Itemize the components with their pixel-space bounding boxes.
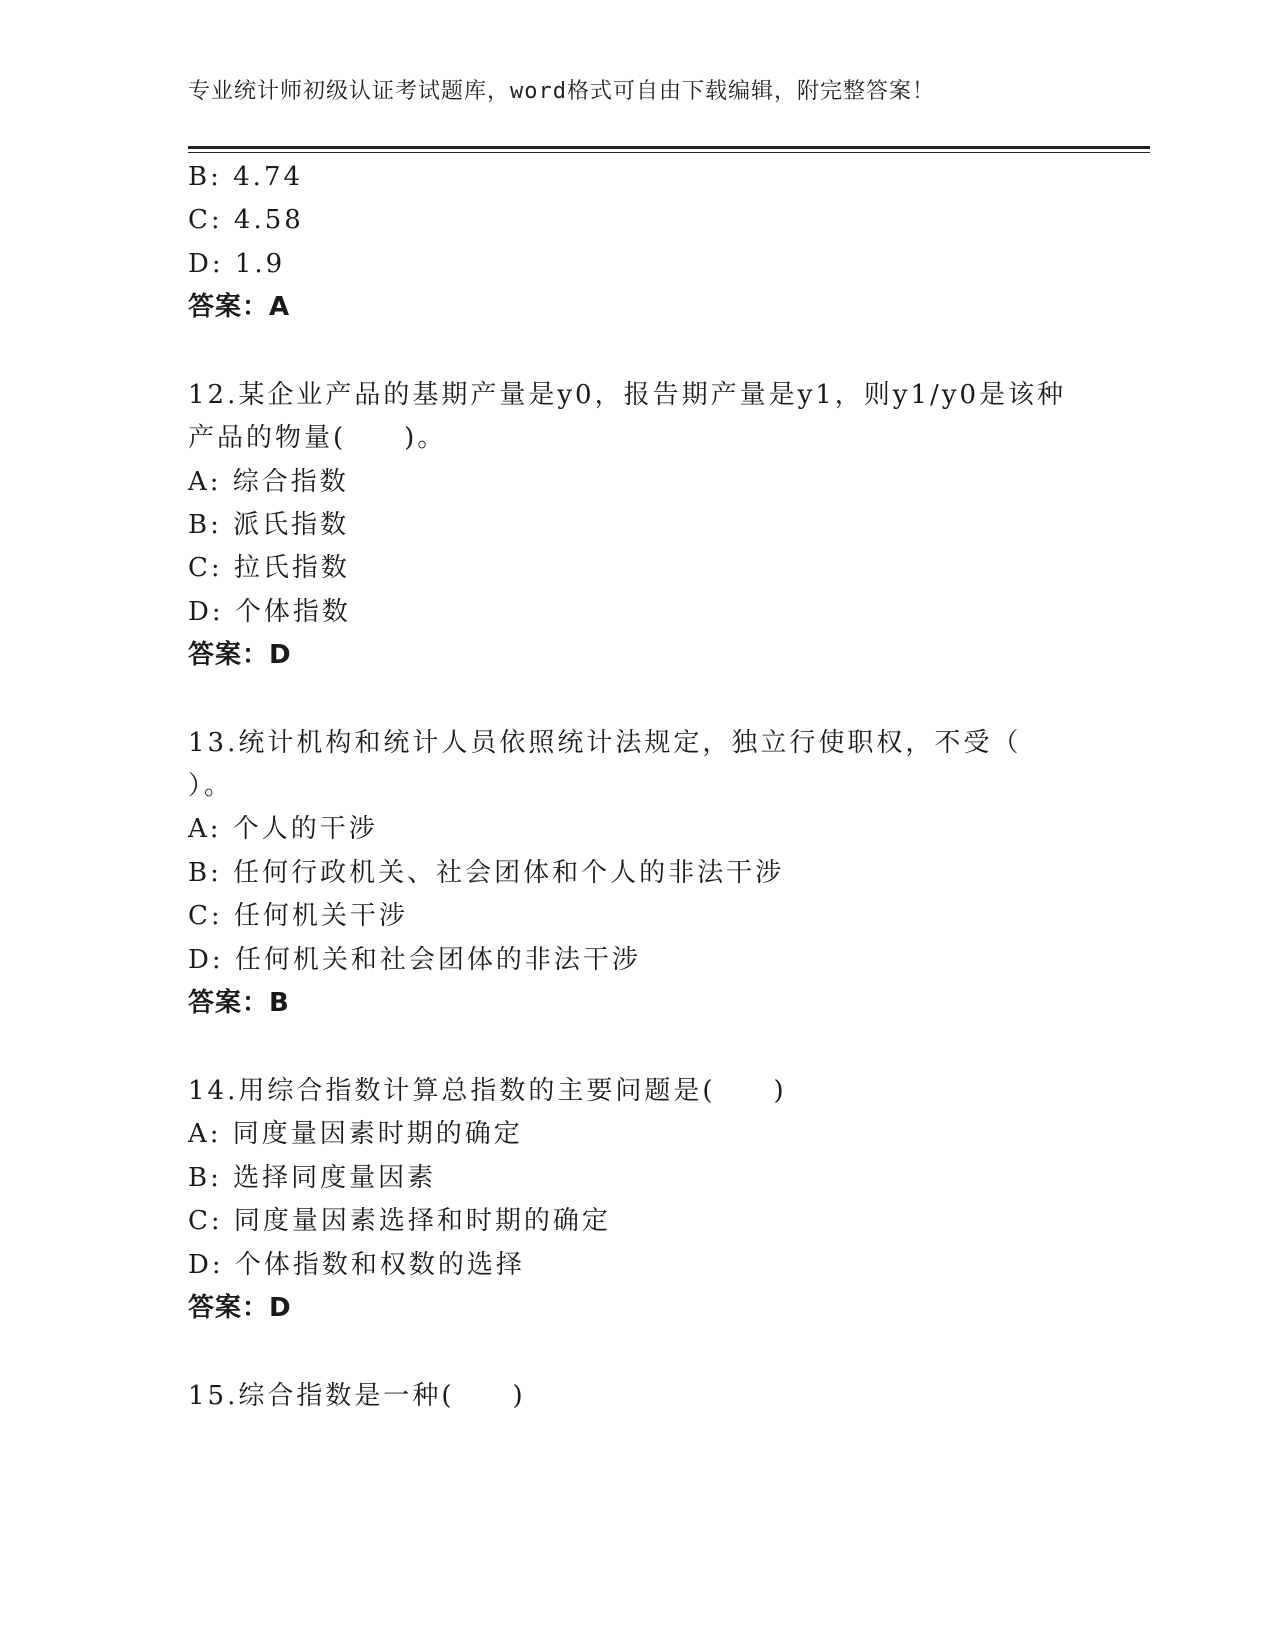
document-header: 专业统计师初级认证考试题库，word格式可自由下载编辑，附完整答案！ [188,79,935,104]
q12-option-a: A: 综合指数 [188,467,349,497]
q11-answer: 答案：A [188,292,291,322]
q13-stem-line1: 13.统计机构和统计人员依照统计法规定，独立行使职权，不受（ [188,728,1022,758]
q12-answer: 答案：D [188,640,292,670]
q14-answer: 答案：D [188,1293,292,1323]
q11-option-c: C: 4.58 [188,205,304,235]
q13-option-b: B: 任何行政机关、社会团体和个人的非法干涉 [188,858,785,888]
q13-stem-line2: ）。 [188,771,234,801]
q12-stem-line1: 12.某企业产品的基期产量是y0，报告期产量是y1，则y1/y0是该种 [188,380,1067,410]
q13-option-c: C: 任何机关干涉 [188,901,408,931]
q13-option-a: A: 个人的干涉 [188,814,378,844]
q11-option-d: D: 1.9 [188,249,286,279]
header-rule-thin [188,152,1150,153]
header-rule-thick [188,146,1150,149]
q12-option-d: D: 个体指数 [188,597,351,627]
q13-option-d: D: 任何机关和社会团体的非法干涉 [188,945,641,975]
q11-option-b: B: 4.74 [188,162,304,192]
q14-option-c: C: 同度量因素选择和时期的确定 [188,1206,611,1236]
q12-stem-line2: 产品的物量( )。 [188,423,447,453]
q14-option-d: D: 个体指数和权数的选择 [188,1250,525,1280]
q12-option-c: C: 拉氏指数 [188,553,350,583]
q12-option-b: B: 派氏指数 [188,510,350,540]
q14-stem-line1: 14.用综合指数计算总指数的主要问题是( ) [188,1076,787,1106]
q15-stem-line1: 15.综合指数是一种( ) [188,1381,526,1411]
q14-option-a: A: 同度量因素时期的确定 [188,1119,523,1149]
q14-option-b: B: 选择同度量因素 [188,1163,437,1193]
q13-answer: 答案：B [188,988,290,1018]
